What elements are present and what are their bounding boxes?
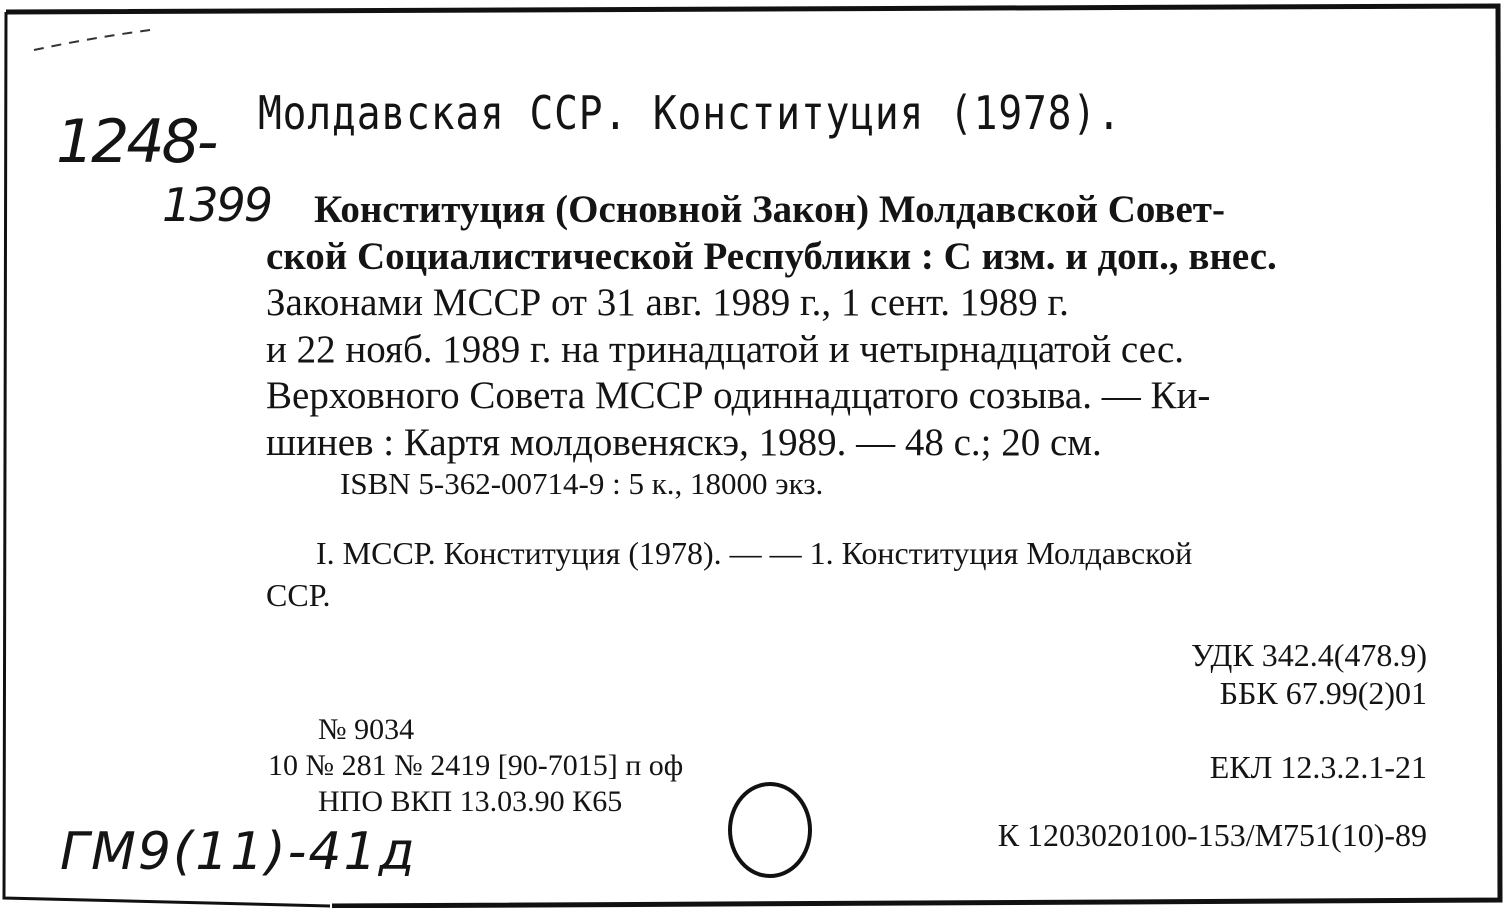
description-line: шинев : Картя молдовеняскэ, 1989. — 48 с.; 20 см. xyxy=(266,420,1102,464)
heading-title: Молдавская ССР. Конституция (1978). xyxy=(258,86,1122,140)
circle-stamp xyxy=(718,770,818,880)
k-code: К 1203020100-153/М751(10)-89 xyxy=(997,817,1427,853)
print-info-line: НПО ВКП 13.03.90 К65 xyxy=(318,785,623,818)
ekl-code: ЕКЛ 12.3.2.1-21 xyxy=(1209,749,1427,785)
handwritten-range-end: 1399 xyxy=(162,178,272,232)
bbk-code: ББК 67.99(2)01 xyxy=(1219,675,1427,711)
print-info-line: 10 № 281 № 2419 [90-7015] п оф xyxy=(268,749,684,782)
print-info-line: № 9034 xyxy=(318,713,415,746)
description-line: ской Социалистической Республики : С изм. и доп., внес. xyxy=(266,234,1277,278)
description-line: Законами МССР от 31 авг. 1989 г., 1 сент. 1989 г. xyxy=(266,281,1069,324)
isbn-line: ISBN 5-362-00714-9 : 5 к., 18000 экз. xyxy=(340,466,824,501)
description-line: Конституция (Основной Закон) Молдавской Совет- xyxy=(314,188,1225,231)
tracing-line: ССР. xyxy=(266,577,331,613)
udk-code: УДК 342.4(478.9) xyxy=(1191,637,1427,673)
handwritten-card-number: 1248- xyxy=(56,107,216,177)
tracing-line: I. МССР. Конституция (1978). — — 1. Конституция Молдавской xyxy=(316,535,1193,571)
subject-tracings xyxy=(266,532,1426,616)
description-line: и 22 нояб. 1989 г. на тринадцатой и четырнадцатой сес. xyxy=(266,327,1185,371)
description-line: Верховного Совета МССР одиннадцатого созыва. — Ки- xyxy=(266,374,1211,417)
bibliographic-description xyxy=(266,187,1426,466)
handwritten-shelf-mark: ГМ9(11)-41д xyxy=(60,822,417,882)
